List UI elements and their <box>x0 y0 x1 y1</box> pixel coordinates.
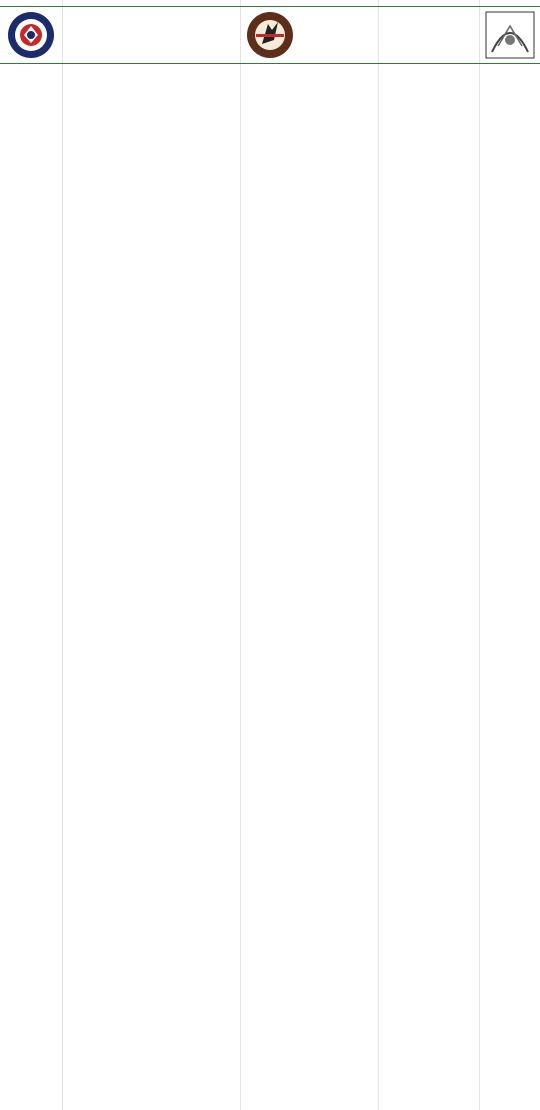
karate-do-logo <box>244 10 296 60</box>
studio-karate-logo <box>4 10 58 60</box>
alvarez-studio-logo <box>484 10 536 60</box>
column-divider <box>62 0 63 1110</box>
column-divider <box>378 0 379 1110</box>
column-divider <box>240 0 241 1110</box>
logo-band <box>0 6 540 64</box>
column-divider <box>479 0 480 1110</box>
